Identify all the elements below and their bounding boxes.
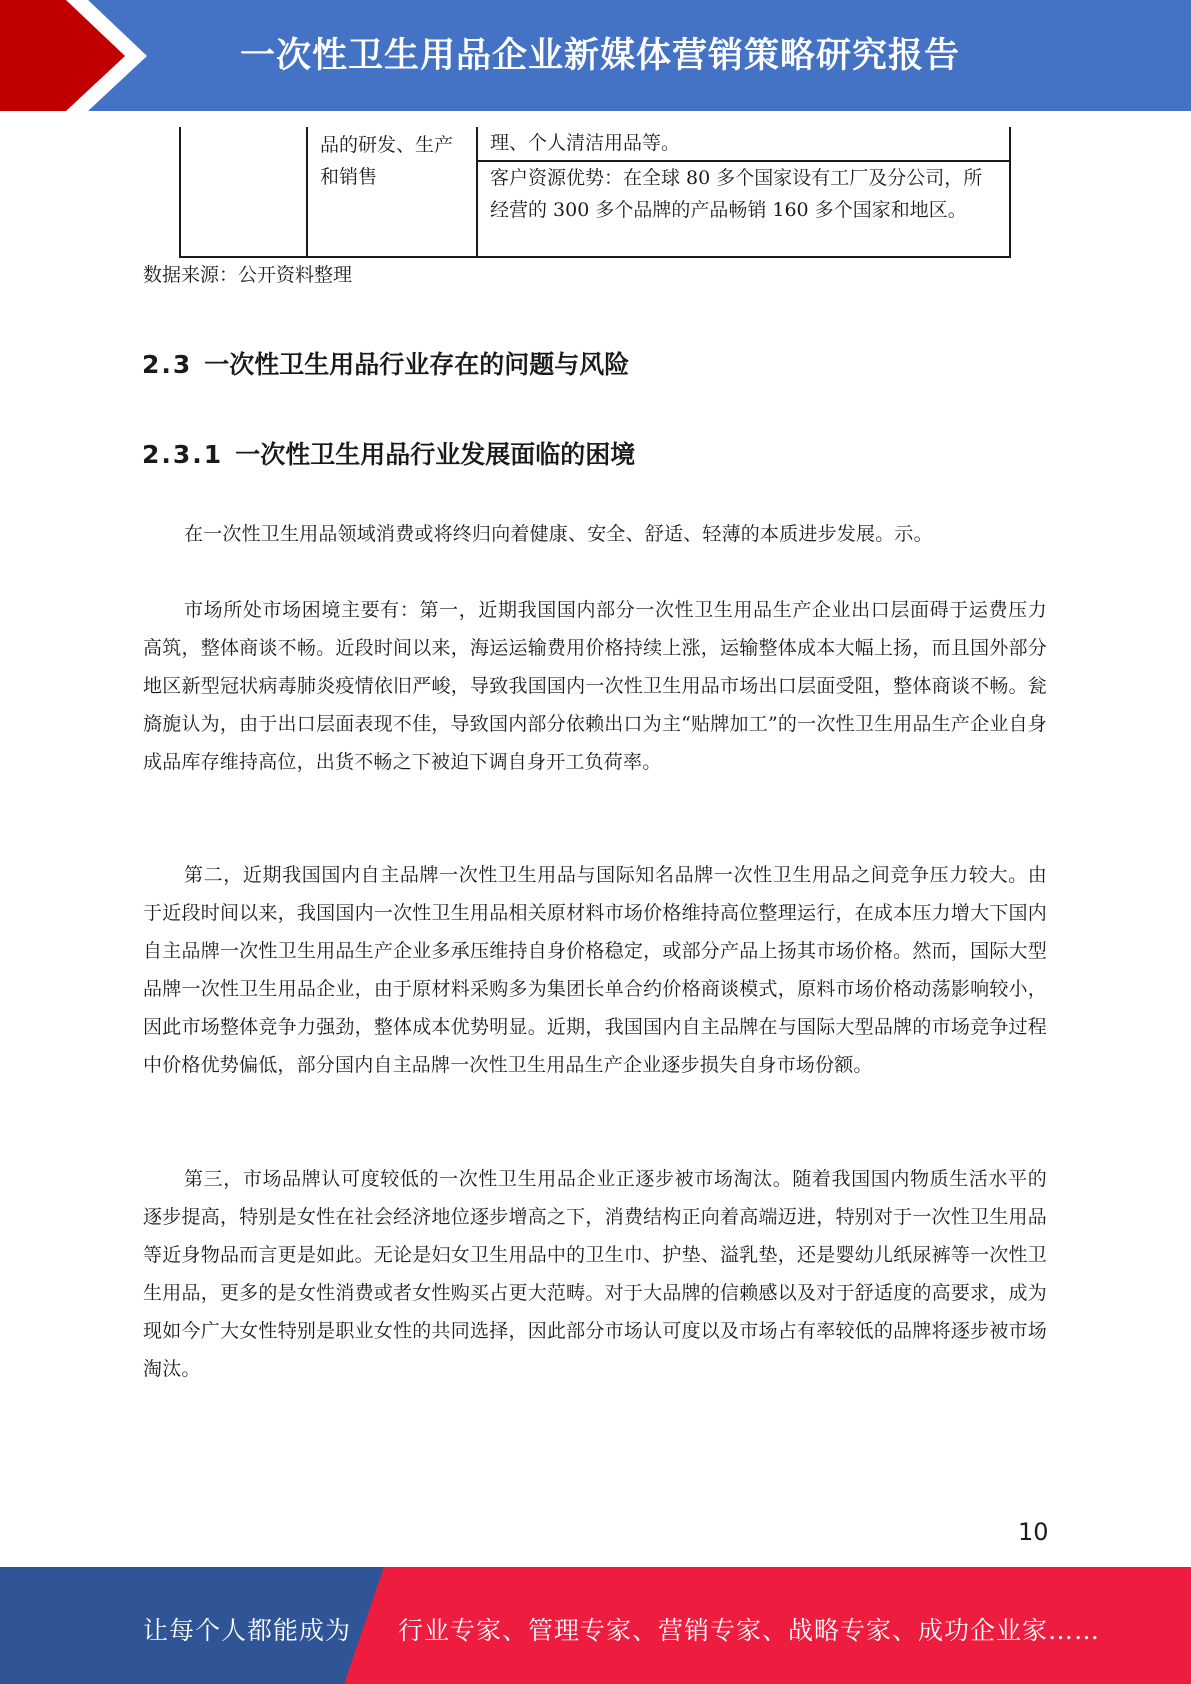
subsection-title: 一次性卫生用品行业发展面临的困境 xyxy=(235,440,636,469)
report-title: 一次性卫生用品企业新媒体营销策略研究报告 xyxy=(240,36,961,76)
paragraph-third-point: 第三，市场品牌认可度较低的一次性卫生用品企业正逐步被市场淘汰。随着我国国内物质生活水平的逐步提高，特别是女性在社会经济地位逐步增高之下，消费结构正向着高端迈进，特别对于一次性卫生用品等近身物品而言更是如此。无论是妇女卫生用品中的卫生巾、护垫、溢乳垫，还是婴幼儿纸尿裤等一次性卫生用品，更多的是女性消费或者女性购买占更大范畴。对于大品牌的信赖感以及对于舒适度的高要求，成为现如今广大女性特别是职业女性的共同选择，因此部分市场认可度以及市场占有率较低的品牌将逐步被市场淘汰。 xyxy=(143,1168,1047,1380)
table-source-note: 数据来源：公开资料整理 xyxy=(143,264,353,286)
section-title: 一次性卫生用品行业存在的问题与风险 xyxy=(204,350,630,379)
section-heading xyxy=(142,345,629,381)
table-cell-products: 理、个人清洁用品等。 xyxy=(490,132,681,154)
page-header xyxy=(0,0,1191,111)
subsection-heading xyxy=(142,435,635,471)
footer-slogan-right: 行业专家、管理专家、营销专家、战略专家、成功企业家…… xyxy=(398,1616,1101,1645)
paragraph-second-point: 第二，近期我国国内自主品牌一次性卫生用品与国际知名品牌一次性卫生用品之间竞争压力较大。由于近段时间以来，我国国内一次性卫生用品相关原材料市场价格维持高位整理运行，在成本压力增大下国内自主品牌一次性卫生用品生产企业多承压维持自身价格稳定，或部分产品上扬其市场价格。然而，国际大型品牌一次性卫生用品企业，由于原材料采购多为集团长单合约价格商谈模式，原料市场价格动荡影响较小，因此市场整体竞争力强劲，整体成本优势明显。近期，我国国内自主品牌在与国际大型品牌的市场竞争过程中价格优势偏低，部分国内自主品牌一次性卫生用品生产企业逐步损失自身市场份额。 xyxy=(143,864,1047,1076)
page-footer xyxy=(0,1567,1191,1684)
page-number: 10 xyxy=(1018,1518,1049,1546)
table-cell-business-scope: 品的研发、生产和销售 xyxy=(320,134,454,188)
footer-slogan-left: 让每个人都能成为 xyxy=(143,1616,352,1645)
section-number: 2.3 xyxy=(142,350,193,379)
paragraph-intro: 在一次性卫生用品领域消费或将终归向着健康、安全、舒适、轻薄的本质进步发展。示。 xyxy=(184,523,933,545)
company-table-fragment xyxy=(179,127,1011,258)
paragraph-first-point: 市场所处市场困境主要有：第一，近期我国国内部分一次性卫生用品生产企业出口层面碍于运费压力高筑，整体商谈不畅。近段时间以来，海运运输费用价格持续上涨，运输整体成本大幅上扬，而且国外部分地区新型冠状病毒肺炎疫情依旧严峻，导致我国国内一次性卫生用品市场出口层面受阻，整体商谈不畅。瓮旖旎认为，由于出口层面表现不佳，导致国内部分依赖出口为主“贴牌加工”的一次性卫生用品生产企业自身成品库存维持高位，出货不畅之下被迫下调自身开工负荷率。 xyxy=(143,599,1047,773)
table-cell-customer-advantage: 客户资源优势：在全球 80 多个国家设有工厂及分公司，所经营的 300 多个品牌的产品畅销 160 多个国家和地区。 xyxy=(490,167,983,221)
subsection-number: 2.3.1 xyxy=(142,440,224,469)
